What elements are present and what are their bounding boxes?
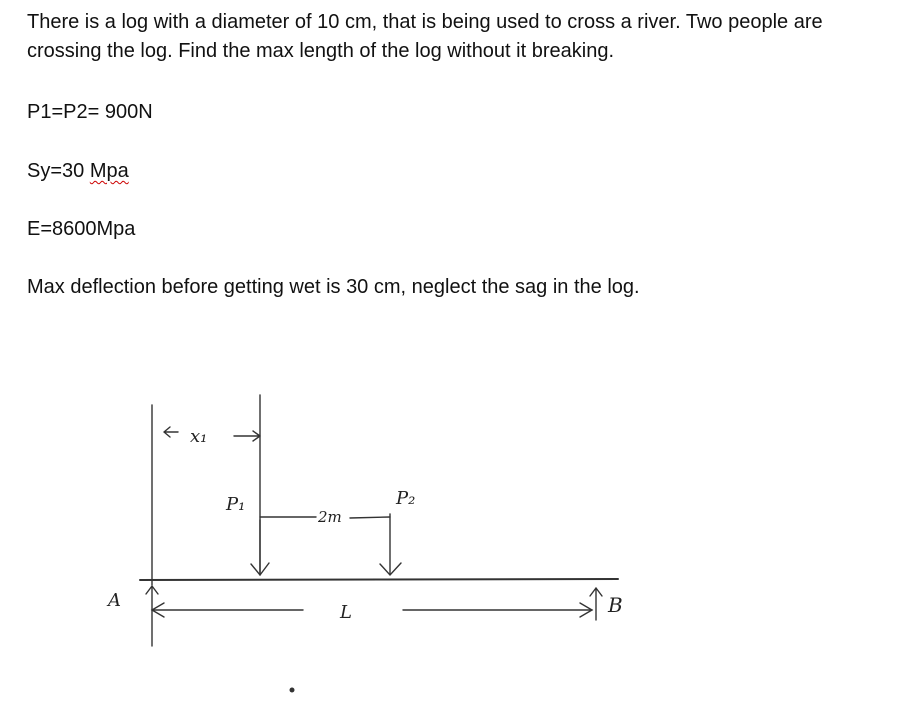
x1-arrow-left-icon — [164, 427, 178, 437]
label-b: B — [608, 593, 623, 617]
label-x1: x₁ — [190, 426, 208, 447]
label-a: A — [108, 590, 121, 611]
load-values: P1=P2= 900N — [27, 101, 153, 123]
ink-dot — [290, 688, 295, 693]
beam-sketch — [28, 360, 668, 720]
yield-strength-value: Sy=30 — [27, 160, 90, 182]
x1-arrow-right-icon — [234, 431, 260, 441]
label-l: L — [340, 602, 352, 623]
max-deflection-note: Max deflection before getting wet is 30 cm, neglect the sag in the log. — [27, 276, 640, 298]
yield-strength-unit: Mpa — [89, 160, 129, 182]
spacing-line-right — [350, 517, 390, 518]
support-a-arrow-icon — [146, 586, 158, 646]
label-p1: P₁ — [226, 494, 246, 515]
log-beam — [140, 579, 618, 580]
elastic-modulus: E=8600Mpa — [27, 218, 136, 240]
label-p2: P₂ — [396, 488, 416, 509]
problem-line-1: There is a log with a diameter of 10 cm, that is being used to cross a river. Two people are — [27, 11, 823, 33]
yield-strength — [27, 157, 129, 186]
problem-statement — [27, 8, 823, 66]
problem-line-2: crossing the log. Find the max length of the log without it breaking. — [27, 40, 615, 62]
label-2m: 2m — [318, 508, 342, 526]
support-b-arrow-icon — [590, 588, 602, 620]
